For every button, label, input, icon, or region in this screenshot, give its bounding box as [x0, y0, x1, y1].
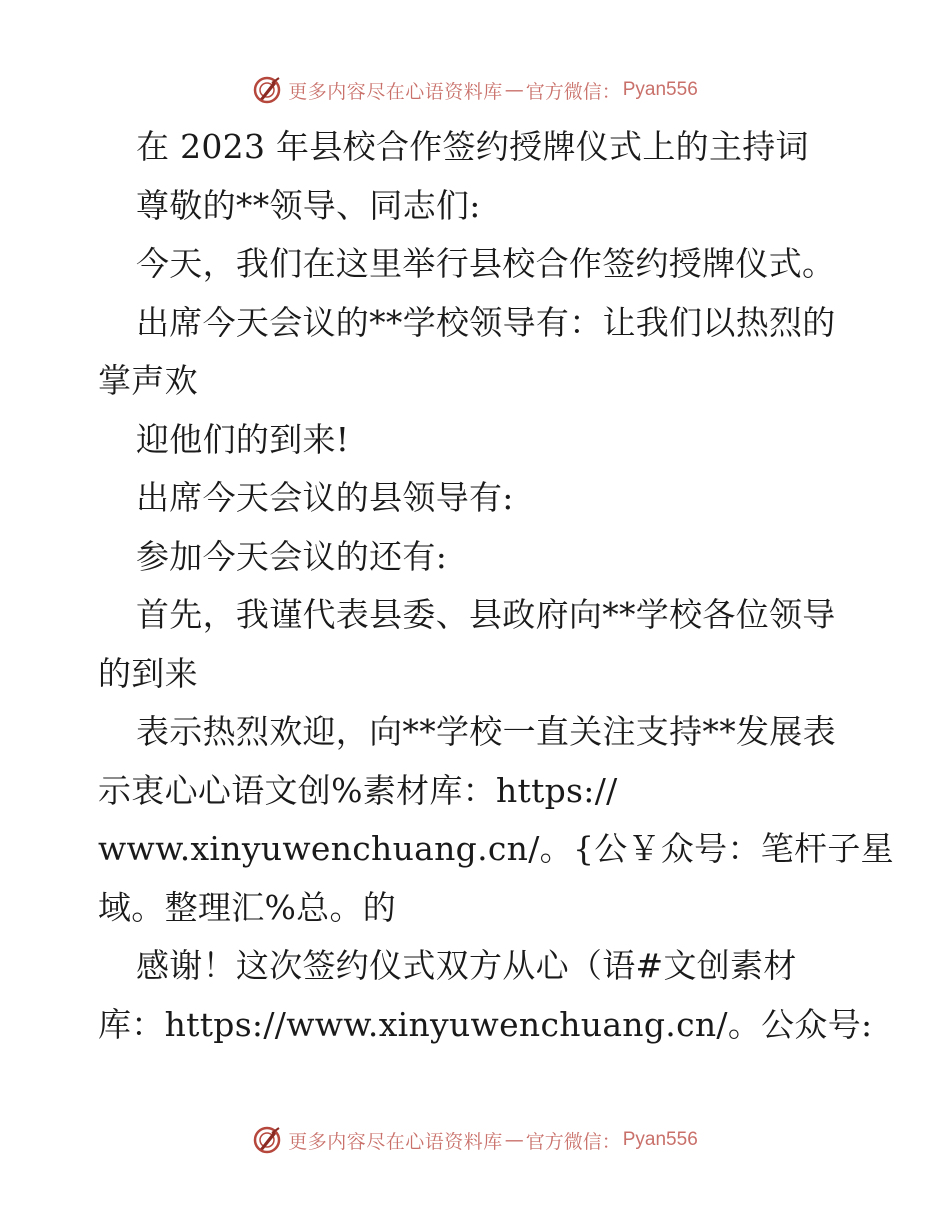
banner-separator: — — [504, 79, 524, 101]
paragraph-line: 出席今天会议的**学校领导有：让我们以热烈的 — [136, 302, 836, 342]
wechat-label: 官方微信： — [525, 1130, 621, 1153]
paragraph-line: 出席今天会议的县领导有: — [136, 478, 514, 517]
wechat-label: 官方微信： — [525, 80, 621, 103]
paragraph-line: 迎他们的到来! — [136, 419, 350, 459]
footer-watermark-banner — [0, 1120, 950, 1160]
paragraph-line: 示衷心心语文创%素材库：https:// — [98, 770, 618, 810]
document-body — [98, 118, 894, 1054]
banner-separator: — — [504, 1129, 524, 1151]
paragraph-line: 库：https://www.xinyuwenchuang.cn/。公众号: — [98, 1004, 873, 1044]
paragraph-line: 表示热烈欢迎，向**学校一直关注支持**发展表 — [136, 712, 836, 751]
brand-text: 更多内容尽在心语资料库 — [288, 1130, 503, 1153]
paragraph-line: 今天，我们在这里举行县校合作签约授牌仪式。 — [136, 244, 836, 283]
wechat-id: Pyan556 — [622, 1129, 698, 1150]
paragraph-line: 的到来 — [98, 653, 198, 693]
quill-pen-icon — [252, 75, 282, 105]
document-title: 在 2023 年县校合作签约授牌仪式上的主持词 — [136, 127, 809, 166]
paragraph-line: 感谢！这次签约仪式双方从心（语#文创素材 — [136, 946, 797, 985]
paragraph-line: www.xinyuwenchuang.cn/。{公￥众号：笔杆子星 — [98, 829, 894, 868]
paragraph-line: 域。整理汇%总。的 — [98, 887, 397, 927]
paragraph-line: 参加今天会议的还有: — [136, 536, 448, 576]
header-watermark-banner — [0, 70, 950, 110]
paragraph-line: 首先，我谨代表县委、县政府向**学校各位领导 — [136, 595, 836, 634]
paragraph-line: 掌声欢 — [98, 361, 198, 400]
wechat-id: Pyan556 — [622, 79, 698, 100]
brand-text: 更多内容尽在心语资料库 — [288, 80, 503, 103]
salutation: 尊敬的**领导、同志们: — [136, 185, 481, 225]
quill-pen-icon — [252, 1125, 282, 1155]
